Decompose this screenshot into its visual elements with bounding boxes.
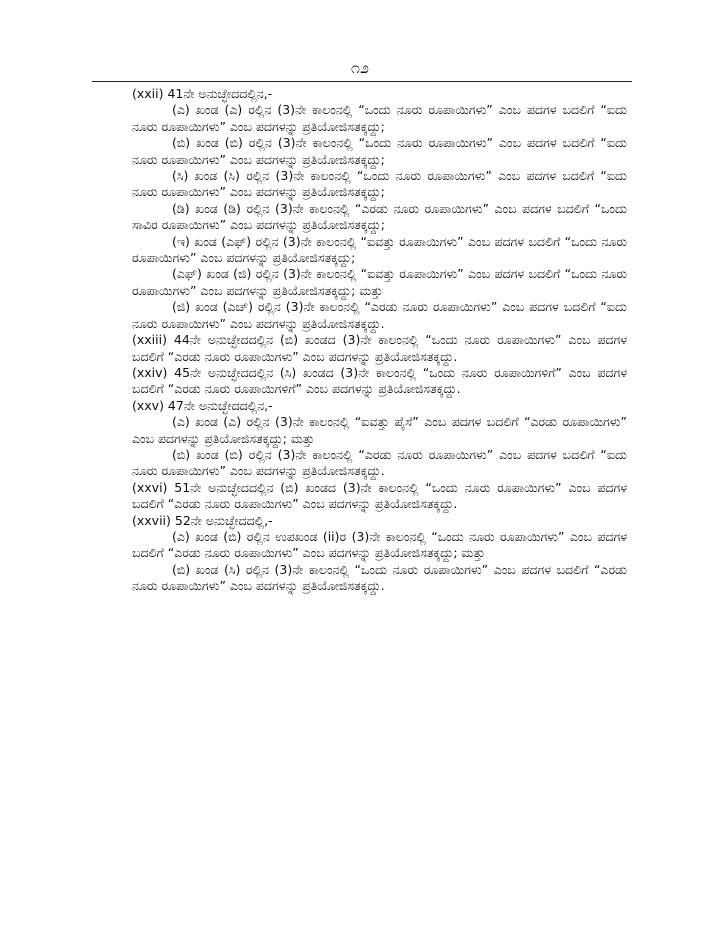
clause-heading: (xxvi) 51ನೇ ಅನುಚ್ಛೇದದಲ್ಲಿನ (ಬಿ) ಖಂಡದ (3)ನೇ ಕಾಲಂನಲ್ಲಿ “ಒಂದು ನೂರು ರೂಪಾಯಿಗಳು” ಎಂಬ ಪದಗಳ ಬದಲಿಗೆ “ಎರಡು ನೂರು ರೂಪಾಯಿಗಳು” ಎಂಬ ಪದಗಳನ್ನು ಪ್ರತಿಯೋಜಿಸತಕ್ಕದ್ದು. xyxy=(132,479,627,512)
sub-clause: (ಎ) ಖಂಡ (ಎ) ರಲ್ಲಿನ (3)ನೇ ಕಾಲಂನಲ್ಲಿ “ಒಂದು ನೂರು ರೂಪಾಯಿಗಳು” ಎಂಬ ಪದಗಳ ಬದಲಿಗೆ “ಐದು ನೂರು ರೂಪಾಯಿಗಳು” ಎಂಬ ಪದಗಳನ್ನು ಪ್ರತಿಯೋಜಿಸತಕ್ಕದ್ದು; xyxy=(132,102,627,134)
sub-clause: (ಇ) ಖಂಡ (ಎಫ್) ರಲ್ಲಿನ (3)ನೇ ಕಾಲಂನಲ್ಲಿ “ಐವತ್ತು ರೂಪಾಯಿಗಳು” ಎಂಬ ಪದಗಳ ಬದಲಿಗೆ “ಒಂದು ನೂರು ರೂಪಾಯಿಗಳು” ಎಂಬ ಪದಗಳನ್ನು ಪ್ರತಿಯೋಜಿಸತಕ್ಕದ್ದು; xyxy=(132,233,627,266)
sub-clause: (ಸಿ) ಖಂಡ (ಸಿ) ರಲ್ಲಿನ (3)ನೇ ಕಾಲಂನಲ್ಲಿ “ಒಂದು ನೂರು ರೂಪಾಯಿಗಳು” ಎಂಬ ಪದಗಳ ಬದಲಿಗೆ “ಐದು ನೂರು ರೂಪಾಯಿಗಳು” ಎಂಬ ಪದಗಳನ್ನು ಪ್ರತಿಯೋಜಿಸತಕ್ಕದ್ದು; xyxy=(132,168,627,200)
sub-clause: (ಎಫ್) ಖಂಡ (ಜಿ) ರಲ್ಲಿನ (3)ನೇ ಕಾಲಂನಲ್ಲಿ “ಐವತ್ತು ರೂಪಾಯಿಗಳು” ಎಂಬ ಪದಗಳ ಬದಲಿಗೆ “ಒಂದು ನೂರು ರೂಪಾಯಿಗಳು” ಎಂಬ ಪದಗಳನ್ನು ಪ್ರತಿಯೋಜಿಸತಕ್ಕದ್ದು; ಮತ್ತು xyxy=(132,266,627,298)
sub-clause: (ಬಿ) ಖಂಡ (ಬಿ) ರಲ್ಲಿನ (3)ನೇ ಕಾಲಂನಲ್ಲಿ “ಒಂದು ನೂರು ರೂಪಾಯಿಗಳು” ಎಂಬ ಪದಗಳ ಬದಲಿಗೆ “ಐದು ನೂರು ರೂಪಾಯಿಗಳು” ಎಂಬ ಪದಗಳನ್ನು ಪ್ರತಿಯೋಜಿಸತಕ್ಕದ್ದು; xyxy=(132,135,627,167)
sub-clause: (ಎ) ಖಂಡ (ಬಿ) ರಲ್ಲಿನ ಉಪಖಂಡ (ii)ರ (3)ನೇ ಕಾಲಂನಲ್ಲಿ “ಒಂದು ನೂರು ರೂಪಾಯಿಗಳು” ಎಂಬ ಪದಗಳ ಬದಲಿಗೆ “ಎರಡು ನೂರು ರೂಪಾಯಿಗಳು” ಎಂಬ ಪದಗಳನ್ನು ಪ್ರತಿಯೋಜಿಸತಕ್ಕದ್ದು; ಮತ್ತು xyxy=(132,528,627,561)
sub-clause: (ಬಿ) ಖಂಡ (ಬಿ) ರಲ್ಲಿನ (3)ನೇ ಕಾಲಂನಲ್ಲಿ “ಎರಡು ನೂರು ರೂಪಾಯಿಗಳು” ಎಂಬ ಪದಗಳ ಬದಲಿಗೆ “ಐದು ನೂರು ರೂಪಾಯಿಗಳು” ಎಂಬ ಪದಗಳನ್ನು ಪ್ರತಿಯೋಜಿಸತಕ್ಕದ್ದು. xyxy=(132,446,627,479)
sub-clause: (ಜಿ) ಖಂಡ (ಎಚ್) ರಲ್ಲಿನ (3)ನೇ ಕಾಲಂನಲ್ಲಿ “ಎರಡು ನೂರು ರೂಪಾಯಿಗಳು” ಎಂಬ ಪದಗಳ ಬದಲಿಗೆ “ಐದು ನೂರು ರೂಪಾಯಿಗಳು” ಎಂಬ ಪದಗಳನ್ನು ಪ್ರತಿಯೋಜಿಸತಕ್ಕದ್ದು. xyxy=(132,299,627,331)
clause-heading: (xxii) 41ನೇ ಅನುಚ್ಛೇದದಲ್ಲಿನ,- xyxy=(132,86,273,101)
header-rule xyxy=(92,81,632,82)
clause-heading: (xxvii) 52ನೇ ಅನುಚ್ಛೇದದಲ್ಲಿ,- xyxy=(132,512,273,528)
clause-heading: (xxiii) 44ನೇ ಅನುಚ್ಛೇದದಲ್ಲಿನ (ಬಿ) ಖಂಡದ (3)ನೇ ಕಾಲಂನಲ್ಲಿ “ಒಂದು ನೂರು ರೂಪಾಯಿಗಳು” ಎಂಬ ಪದಗಳ ಬದಲಿಗೆ “ಎರಡು ನೂರು ರೂಪಾಯಿಗಳು” ಎಂಬ ಪದಗಳನ್ನು ಪ್ರತಿಯೋಜಿಸತಕ್ಕದ್ದು. xyxy=(132,332,627,364)
clause-heading: (xxv) 47ನೇ ಅನುಚ್ಛೇದದಲ್ಲಿನ,- xyxy=(132,397,273,413)
clause-heading: (xxiv) 45ನೇ ಅನುಚ್ಛೇದದಲ್ಲಿನ (ಸಿ) ಖಂಡದ (3)ನೇ ಕಾಲಂನಲ್ಲಿ “ಒಂದು ನೂರು ರೂಪಾಯಿಗಳಿಗೆ” ಎಂಬ ಪದಗಳ ಬದಲಿಗೆ “ಎರಡು ನೂರು ರೂಪಾಯಿಗಳಿಗೆ” ಎಂಬ ಪದಗಳನ್ನು ಪ್ರತಿಯೋಜಿಸತಕ್ಕದ್ದು. xyxy=(132,364,627,397)
document-body xyxy=(132,86,627,595)
sub-clause: (ಬಿ) ಖಂಡ (ಸಿ) ರಲ್ಲಿನ (3)ನೇ ಕಾಲಂನಲ್ಲಿ “ಒಂದು ನೂರು ರೂಪಾಯಿಗಳು” ಎಂಬ ಪದಗಳ ಬದಲಿಗೆ “ಎರಡು ನೂರು ರೂಪಾಯಿಗಳು” ಎಂಬ ಪದಗಳನ್ನು ಪ್ರತಿಯೋಜಿಸತಕ್ಕದ್ದು. xyxy=(132,561,627,594)
sub-clause: (ಡಿ) ಖಂಡ (ಡಿ) ರಲ್ಲಿನ (3)ನೇ ಕಾಲಂನಲ್ಲಿ “ಎರಡು ನೂರು ರೂಪಾಯಿಗಳು” ಎಂಬ ಪದಗಳ ಬದಲಿಗೆ “ಒಂದು ಸಾವಿರ ರೂಪಾಯಿಗಳು” ಎಂಬ ಪದಗಳನ್ನು ಪ್ರತಿಯೋಜಿಸತಕ್ಕದ್ದು; xyxy=(132,200,627,233)
sub-clause: (ಎ) ಖಂಡ (ಎ) ರಲ್ಲಿನ (3)ನೇ ಕಾಲಂನಲ್ಲಿ “ಐವತ್ತು ಪೈಸೆ” ಎಂಬ ಪದಗಳ ಬದಲಿಗೆ “ಎರಡು ರೂಪಾಯಿಗಳು” ಎಂಬ ಪದಗಳನ್ನು ಪ್ರತಿಯೋಜಿಸತಕ್ಕದ್ದು; ಮತ್ತು xyxy=(132,414,627,446)
page-number: ೧೨ xyxy=(351,58,369,77)
